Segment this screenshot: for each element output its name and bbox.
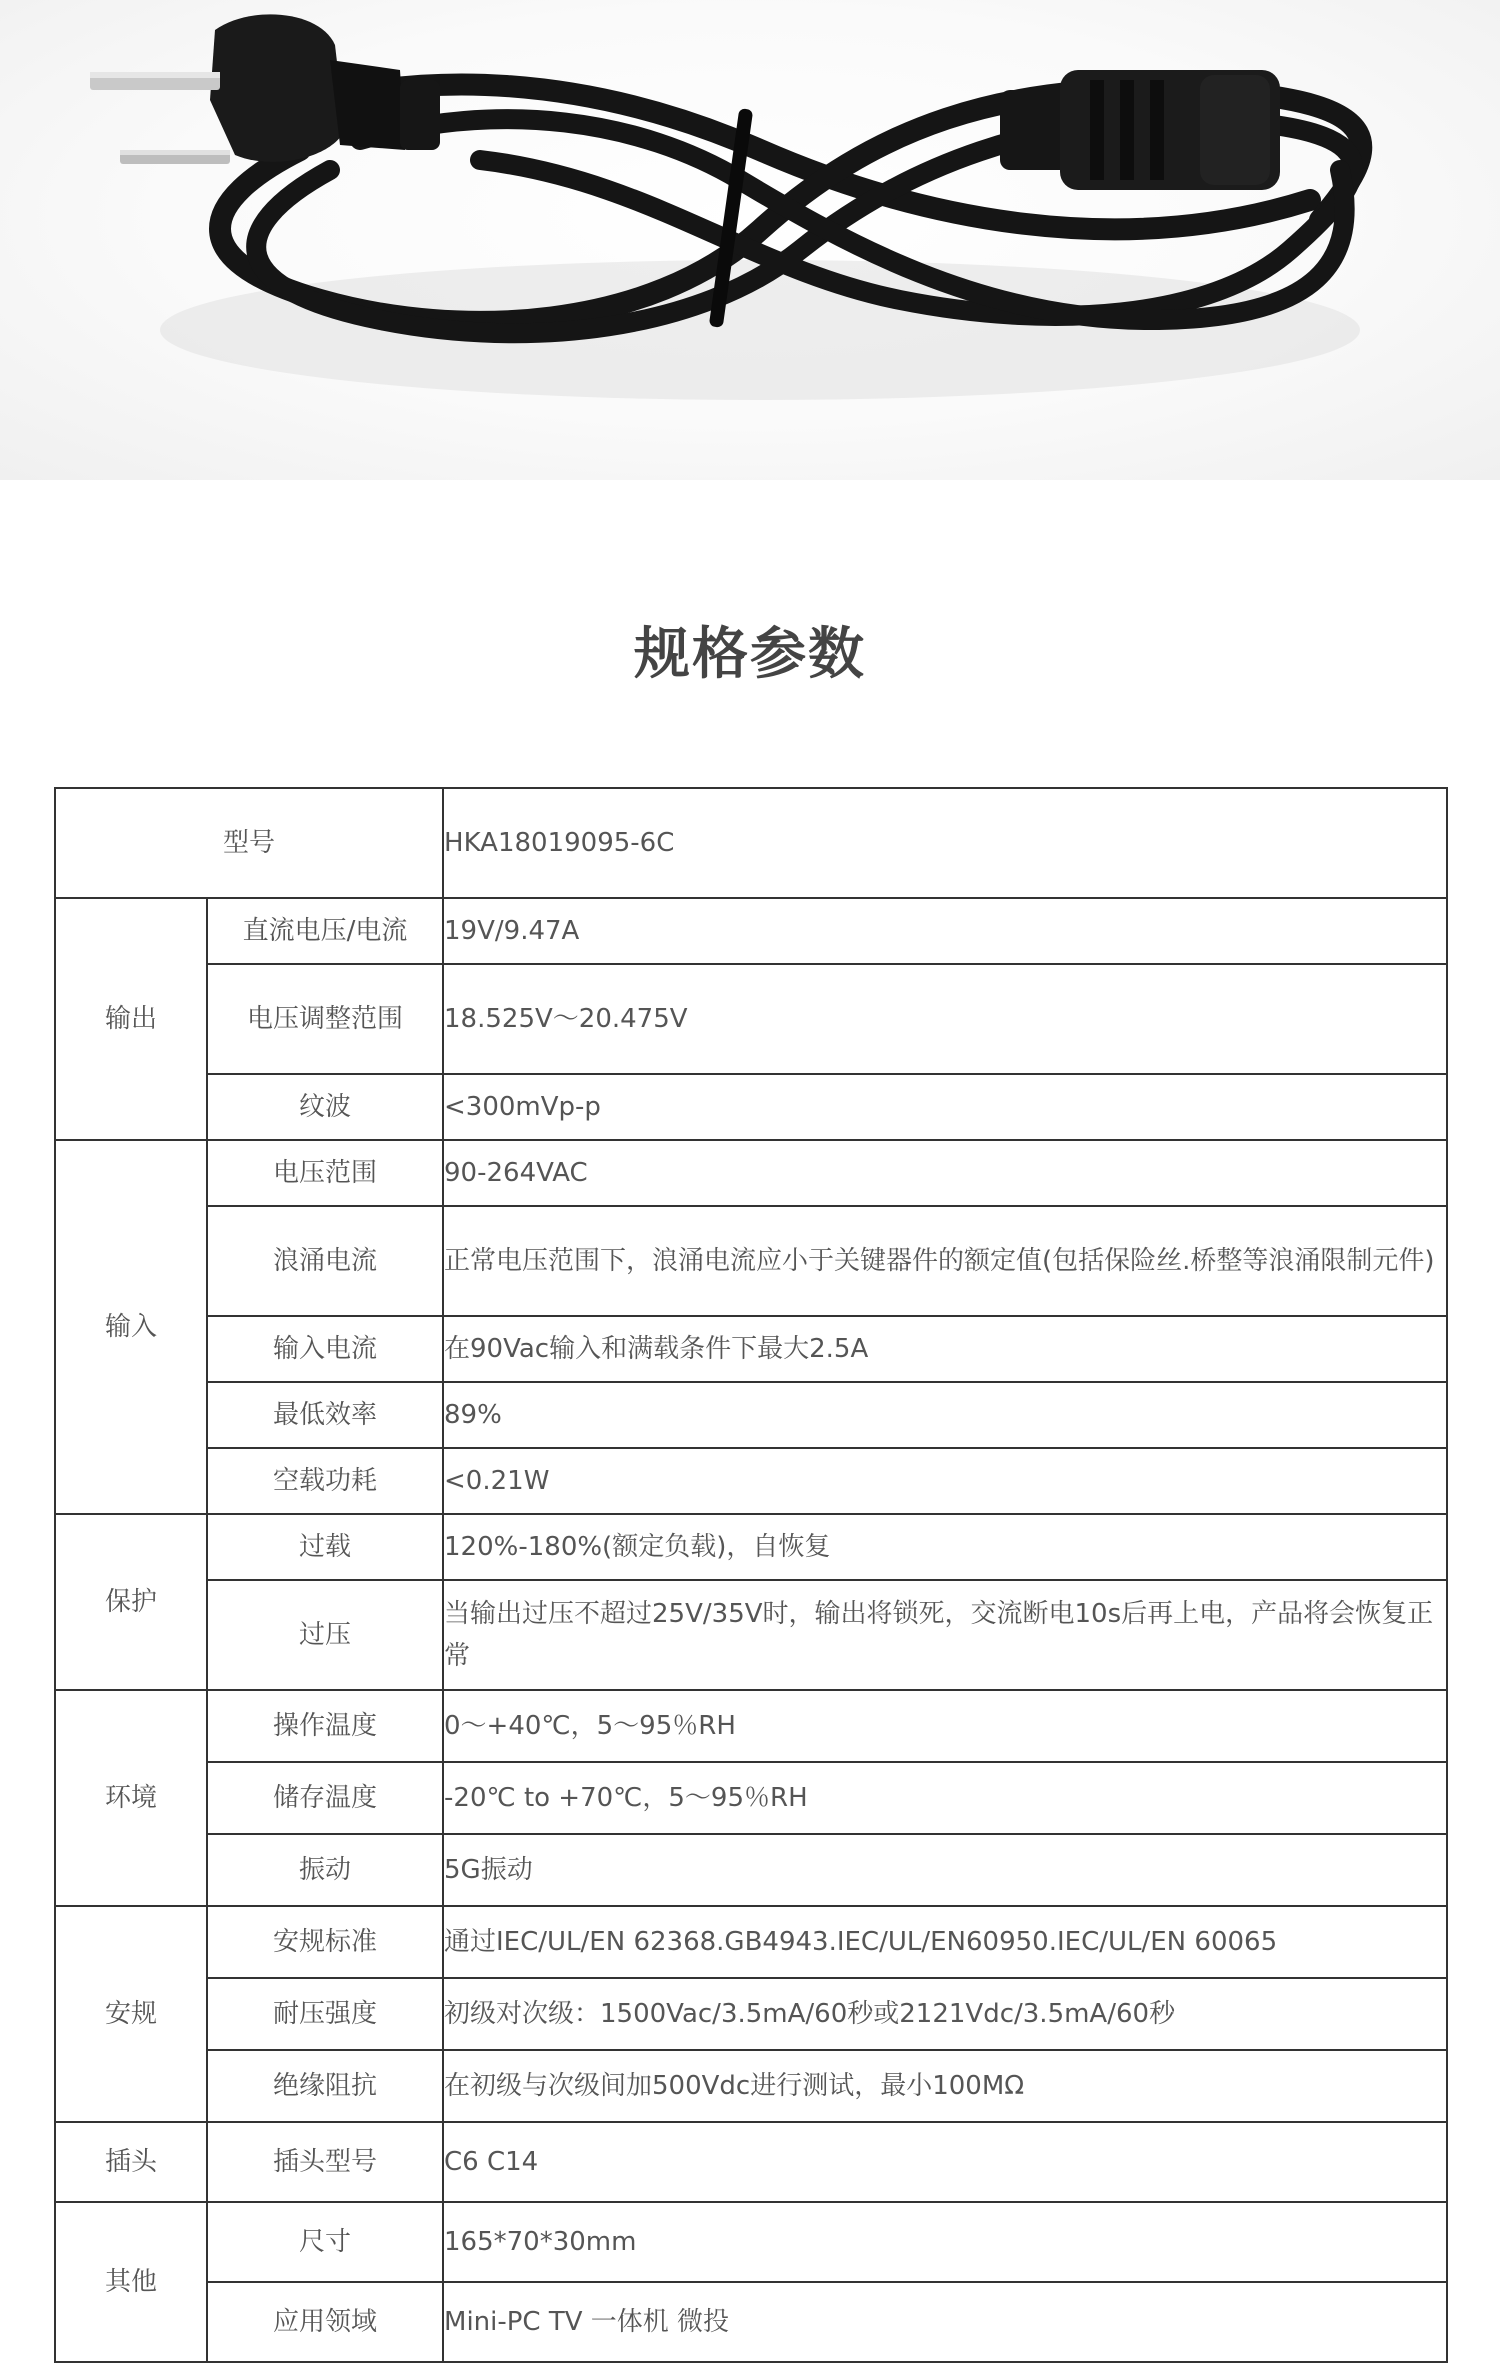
spec-item-value: Mini-PC TV 一体机 微投 bbox=[443, 2282, 1447, 2362]
spec-item-value: C6 C14 bbox=[443, 2122, 1447, 2202]
model-value: HKA18019095-6C bbox=[443, 788, 1447, 898]
spec-item-value: 在90Vac输入和满载条件下最大2.5A bbox=[443, 1316, 1447, 1382]
spec-item-label: 电压调整范围 bbox=[207, 964, 443, 1074]
spec-table bbox=[54, 787, 1448, 2363]
group-label: 插头 bbox=[55, 2122, 207, 2202]
spec-item-label: 直流电压/电流 bbox=[207, 898, 443, 964]
spec-item-value: 在初级与次级间加500Vdc进行测试，最小100MΩ bbox=[443, 2050, 1447, 2122]
table-row bbox=[55, 1906, 1447, 1978]
table-row bbox=[55, 1580, 1447, 1690]
spec-item-label: 输入电流 bbox=[207, 1316, 443, 1382]
spec-item-label: 插头型号 bbox=[207, 2122, 443, 2202]
spec-item-value: 19V/9.47A bbox=[443, 898, 1447, 964]
spec-item-value: 0～+40℃，5～95％RH bbox=[443, 1690, 1447, 1762]
spec-item-value: 120%-180%(额定负载)，自恢复 bbox=[443, 1514, 1447, 1580]
spec-item-value: 165*70*30mm bbox=[443, 2202, 1447, 2282]
spec-item-label: 耐压强度 bbox=[207, 1978, 443, 2050]
table-row bbox=[55, 1690, 1447, 1762]
spec-item-value: 通过IEC/UL/EN 62368.GB4943.IEC/UL/EN60950.IEC/UL/EN 60065 bbox=[443, 1906, 1447, 1978]
group-label: 保护 bbox=[55, 1514, 207, 1690]
table-row bbox=[55, 1074, 1447, 1140]
group-label: 输出 bbox=[55, 898, 207, 1140]
spec-item-label: 操作温度 bbox=[207, 1690, 443, 1762]
spec-item-label: 尺寸 bbox=[207, 2202, 443, 2282]
power-cord-photo bbox=[0, 0, 1500, 480]
spec-item-label: 浪涌电流 bbox=[207, 1206, 443, 1316]
table-row bbox=[55, 1382, 1447, 1448]
table-row bbox=[55, 898, 1447, 964]
spec-item-value: 18.525V～20.475V bbox=[443, 964, 1447, 1074]
model-label: 型号 bbox=[55, 788, 443, 898]
table-row bbox=[55, 2122, 1447, 2202]
spec-item-value: 90-264VAC bbox=[443, 1140, 1447, 1206]
spec-item-value: 5G振动 bbox=[443, 1834, 1447, 1906]
spec-item-value: 89% bbox=[443, 1382, 1447, 1448]
group-label: 环境 bbox=[55, 1690, 207, 1906]
spec-item-value: 正常电压范围下，浪涌电流应小于关键器件的额定值(包括保险丝.桥整等浪涌限制元件) bbox=[443, 1206, 1447, 1316]
table-row bbox=[55, 964, 1447, 1074]
spec-item-label: 纹波 bbox=[207, 1074, 443, 1140]
spec-item-value: <300mVp-p bbox=[443, 1074, 1447, 1140]
group-label: 其他 bbox=[55, 2202, 207, 2362]
spec-item-label: 过压 bbox=[207, 1580, 443, 1690]
table-row bbox=[55, 1206, 1447, 1316]
spec-item-label: 应用领域 bbox=[207, 2282, 443, 2362]
table-row bbox=[55, 1762, 1447, 1834]
table-row bbox=[55, 788, 1447, 898]
table-row bbox=[55, 1316, 1447, 1382]
spec-item-label: 振动 bbox=[207, 1834, 443, 1906]
spec-item-label: 电压范围 bbox=[207, 1140, 443, 1206]
spec-item-label: 最低效率 bbox=[207, 1382, 443, 1448]
table-row bbox=[55, 2282, 1447, 2362]
spec-item-label: 空载功耗 bbox=[207, 1448, 443, 1514]
spec-item-label: 绝缘阻抗 bbox=[207, 2050, 443, 2122]
spec-item-value: -20℃ to +70℃，5～95％RH bbox=[443, 1762, 1447, 1834]
table-row bbox=[55, 1834, 1447, 1906]
spec-item-label: 安规标准 bbox=[207, 1906, 443, 1978]
table-row bbox=[55, 2202, 1447, 2282]
page-title: 规格参数 bbox=[634, 622, 866, 687]
spec-item-label: 储存温度 bbox=[207, 1762, 443, 1834]
table-row bbox=[55, 1140, 1447, 1206]
group-label: 输入 bbox=[55, 1140, 207, 1514]
table-row bbox=[55, 1514, 1447, 1580]
spec-item-label: 过载 bbox=[207, 1514, 443, 1580]
spec-item-value: 当输出过压不超过25V/35V时，输出将锁死，交流断电10s后再上电，产品将会恢复正常 bbox=[443, 1580, 1447, 1690]
table-row bbox=[55, 2050, 1447, 2122]
table-row bbox=[55, 1448, 1447, 1514]
table-row bbox=[55, 1978, 1447, 2050]
spec-item-value: <0.21W bbox=[443, 1448, 1447, 1514]
group-label: 安规 bbox=[55, 1906, 207, 2122]
spec-item-value: 初级对次级：1500Vac/3.5mA/60秒或2121Vdc/3.5mA/60秒 bbox=[443, 1978, 1447, 2050]
